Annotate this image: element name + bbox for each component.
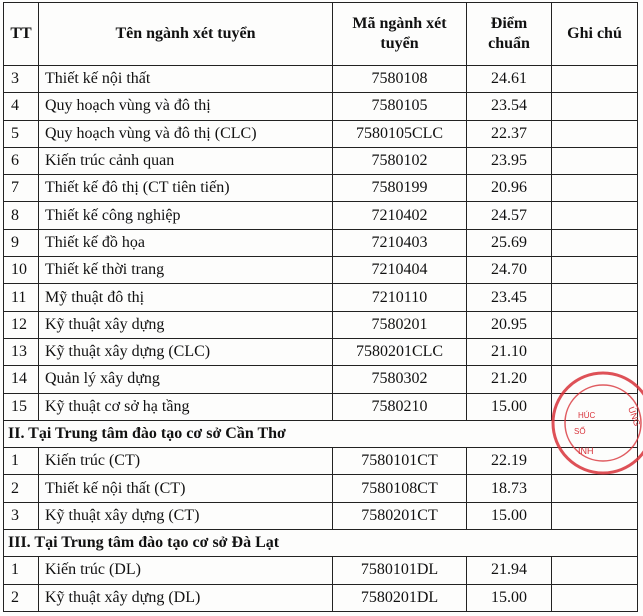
row-name: Kỹ thuật xây dựng (CLC) (39, 338, 333, 365)
row-tt: 4 (4, 93, 39, 120)
table-row (4, 147, 638, 174)
row-code: 7580101CT (333, 448, 467, 475)
row-score: 20.95 (467, 311, 552, 338)
table-row (4, 557, 638, 584)
row-tt: 10 (4, 257, 39, 284)
row-name: Kiến trúc cảnh quan (39, 147, 333, 174)
row-name: Mỹ thuật đô thị (39, 284, 333, 311)
header-score: Điểm chuẩn (467, 3, 552, 66)
row-note (552, 584, 638, 611)
row-note (552, 284, 638, 311)
row-tt: 3 (4, 502, 39, 529)
row-code: 7580108 (333, 66, 467, 93)
row-tt: 12 (4, 311, 39, 338)
row-note (552, 66, 638, 93)
row-code: 7210402 (333, 202, 467, 229)
row-note (552, 93, 638, 120)
row-code: 7580108CT (333, 475, 467, 502)
row-score: 24.70 (467, 257, 552, 284)
table-row (4, 66, 638, 93)
row-note (552, 448, 638, 475)
row-note (552, 147, 638, 174)
table-row (4, 502, 638, 529)
stamp-text-2: HÚC (578, 411, 596, 420)
section-note (552, 530, 638, 557)
row-code: 7580105 (333, 93, 467, 120)
row-tt: 11 (4, 284, 39, 311)
table-row (4, 311, 638, 338)
header-tt: TT (4, 3, 39, 66)
stamp-text-1: ÚNG (626, 405, 643, 428)
row-name: Thiết kế nội thất (39, 66, 333, 93)
row-tt: 2 (4, 584, 39, 611)
row-tt: 3 (4, 66, 39, 93)
row-name: Thiết kế nội thất (CT) (39, 475, 333, 502)
row-name: Kiến trúc (DL) (39, 557, 333, 584)
row-name: Quy hoạch vùng và đô thị (39, 93, 333, 120)
row-code: 7580101DL (333, 557, 467, 584)
row-tt: 5 (4, 120, 39, 147)
row-score: 15.00 (467, 502, 552, 529)
table-row (4, 448, 638, 475)
row-score: 23.45 (467, 284, 552, 311)
row-name: Kỹ thuật xây dựng (DL) (39, 584, 333, 611)
table-row (4, 257, 638, 284)
table-row (4, 202, 638, 229)
row-score: 20.96 (467, 175, 552, 202)
row-tt: 14 (4, 366, 39, 393)
section-row-dalat (4, 530, 638, 557)
row-tt: 9 (4, 229, 39, 256)
admission-score-table (3, 2, 638, 612)
table-row (4, 120, 638, 147)
row-code: 7580201 (333, 311, 467, 338)
table-row (4, 366, 638, 393)
row-code: 7580201CT (333, 502, 467, 529)
row-note (552, 475, 638, 502)
row-name: Thiết kế công nghiệp (39, 202, 333, 229)
section-note (552, 420, 638, 447)
row-score: 15.00 (467, 393, 552, 420)
row-note (552, 229, 638, 256)
row-tt: 7 (4, 175, 39, 202)
table-row (4, 229, 638, 256)
row-note (552, 311, 638, 338)
table-row (4, 393, 638, 420)
row-note (552, 175, 638, 202)
row-tt: 8 (4, 202, 39, 229)
table-row (4, 284, 638, 311)
row-tt: 1 (4, 557, 39, 584)
row-name: Thiết kế thời trang (39, 257, 333, 284)
row-code: 7210403 (333, 229, 467, 256)
row-score: 21.10 (467, 338, 552, 365)
row-tt: 2 (4, 475, 39, 502)
row-name: Quản lý xây dựng (39, 366, 333, 393)
row-note (552, 202, 638, 229)
row-tt: 13 (4, 338, 39, 365)
table-row (4, 175, 638, 202)
stamp-text-4: INH (578, 446, 594, 456)
section-title-cantho: II. Tại Trung tâm đào tạo cơ sở Cần Thơ (4, 420, 552, 447)
row-name: Thiết kế đô thị (CT tiên tiến) (39, 175, 333, 202)
row-code: 7580210 (333, 393, 467, 420)
row-score: 21.20 (467, 366, 552, 393)
row-score: 22.19 (467, 448, 552, 475)
row-score: 18.73 (467, 475, 552, 502)
row-score: 23.54 (467, 93, 552, 120)
row-score: 15.00 (467, 584, 552, 611)
row-name: Quy hoạch vùng và đô thị (CLC) (39, 120, 333, 147)
table-row (4, 338, 638, 365)
section-title-dalat: III. Tại Trung tâm đào tạo cơ sở Đà Lạt (4, 530, 552, 557)
table-row (4, 93, 638, 120)
row-score: 24.61 (467, 66, 552, 93)
table-row (4, 475, 638, 502)
row-code: 7580302 (333, 366, 467, 393)
table-header-row (4, 3, 638, 66)
row-tt: 1 (4, 448, 39, 475)
section-row-cantho (4, 420, 638, 447)
row-name: Kiến trúc (CT) (39, 448, 333, 475)
row-code: 7580201DL (333, 584, 467, 611)
row-score: 25.69 (467, 229, 552, 256)
row-name: Kỹ thuật xây dựng (39, 311, 333, 338)
row-score: 24.57 (467, 202, 552, 229)
row-score: 22.37 (467, 120, 552, 147)
row-note (552, 120, 638, 147)
row-score: 21.94 (467, 557, 552, 584)
row-tt: 6 (4, 147, 39, 174)
row-note (552, 502, 638, 529)
stamp-text-3: SỐ (574, 427, 586, 436)
row-code: 7210110 (333, 284, 467, 311)
row-note (552, 257, 638, 284)
row-code: 7580102 (333, 147, 467, 174)
row-name: Kỹ thuật xây dựng (CT) (39, 502, 333, 529)
row-code: 7210404 (333, 257, 467, 284)
table-row (4, 584, 638, 611)
row-score: 23.95 (467, 147, 552, 174)
row-name: Thiết kế đồ họa (39, 229, 333, 256)
header-name: Tên ngành xét tuyển (39, 3, 333, 66)
header-code: Mã ngành xét tuyển (333, 3, 467, 66)
row-note (552, 366, 638, 393)
row-note (552, 338, 638, 365)
row-note (552, 393, 638, 420)
row-note (552, 557, 638, 584)
row-name: Kỹ thuật cơ sở hạ tầng (39, 393, 333, 420)
row-tt: 15 (4, 393, 39, 420)
row-code: 7580105CLC (333, 120, 467, 147)
header-note: Ghi chú (552, 3, 638, 66)
row-code: 7580199 (333, 175, 467, 202)
row-code: 7580201CLC (333, 338, 467, 365)
